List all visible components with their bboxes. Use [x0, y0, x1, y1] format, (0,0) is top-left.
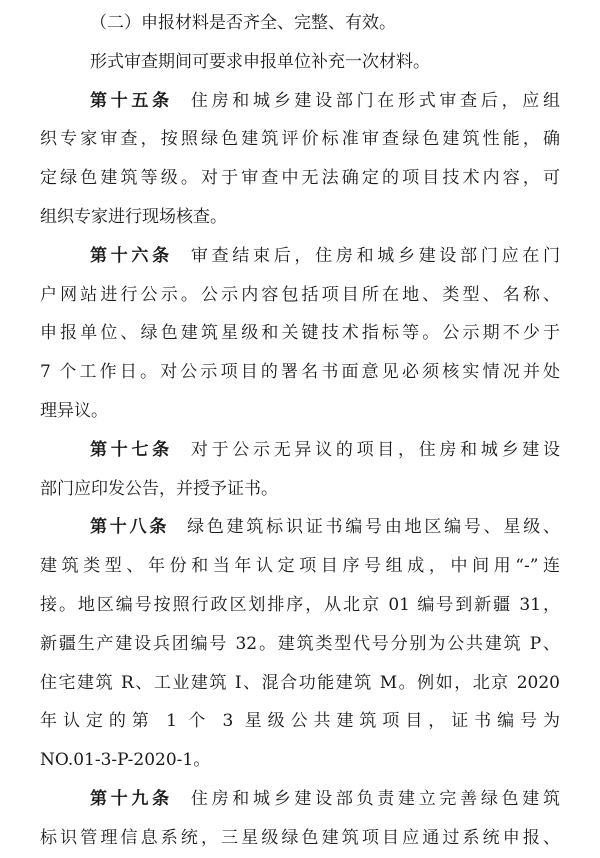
- article-16-line: 申报单位、绿色建筑星级和关键技术指标等。公示期不少于: [40, 323, 560, 344]
- article-16-line: 7 个工作日。对公示项目的署名书面意见必须核实情况并处: [40, 362, 560, 383]
- article-19-first-line: [40, 780, 560, 819]
- article-18-label: 第十八条: [90, 517, 170, 538]
- supplement-line: 形式审查期间可要求申报单位补充一次材料。: [90, 51, 430, 72]
- article-17-text: 对于公示无异议的项目，住房和城乡建设: [190, 439, 560, 460]
- article-18-line: 接。地区编号按照行政区划排序，从北京 01 编号到新疆 31，: [40, 594, 560, 615]
- article-19-line: 标识管理信息系统，三星级绿色建筑项目应通过系统申报、: [40, 827, 560, 848]
- article-16-line: 户网站进行公示。公示内容包括项目所在地、类型、名称、: [40, 284, 560, 305]
- article-18-line: 建筑类型、年份和当年认定项目序号组成，中间用“-”连: [40, 556, 560, 577]
- article-18-line: 新疆生产建设兵团编号 32。建筑类型代号分别为公共建筑 P、: [40, 633, 560, 654]
- article-18-line: 住宅建筑 R、工业建筑 I、混合功能建筑 M。例如，北京 2020: [40, 672, 560, 693]
- article-18-first-line: [40, 508, 560, 547]
- article-16-label: 第十六条: [90, 245, 173, 266]
- article-18-line: NO.01-3-P-2020-1。: [40, 750, 211, 771]
- article-18-text: 绿色建筑标识证书编号由地区编号、星级、: [187, 517, 560, 538]
- article-17-line: 部门应印发公告，并授予证书。: [40, 478, 278, 499]
- article-18-line: 年认定的第 1 个 3 星级公共建筑项目，证书编号为: [40, 711, 560, 732]
- article-15-line: 织专家审查，按照绿色建筑评价标准审查绿色建筑性能，确: [40, 129, 560, 150]
- item-2-line: （二）申报材料是否齐全、完整、有效。: [90, 13, 396, 33]
- article-16-line: 理异议。: [40, 400, 108, 421]
- article-16-text: 审查结束后，住房和城乡建设部门应在门: [190, 245, 560, 266]
- article-15-label: 第十五条: [90, 90, 173, 111]
- article-15-text: 住房和城乡建设部门在形式审查后，应组: [190, 90, 560, 111]
- article-19-label: 第十九条: [90, 788, 173, 809]
- article-17-first-line: [40, 431, 560, 470]
- article-19-text: 住房和城乡建设部负责建立完善绿色建筑: [190, 788, 560, 809]
- article-16-first-line: [40, 237, 560, 276]
- article-17-label: 第十七条: [90, 439, 173, 460]
- article-15-line: 组织专家进行现场核查。: [40, 206, 227, 227]
- article-15-line: 定绿色建筑等级。对于审查中无法确定的项目技术内容，可: [40, 168, 560, 189]
- article-15-first-line: [40, 82, 560, 121]
